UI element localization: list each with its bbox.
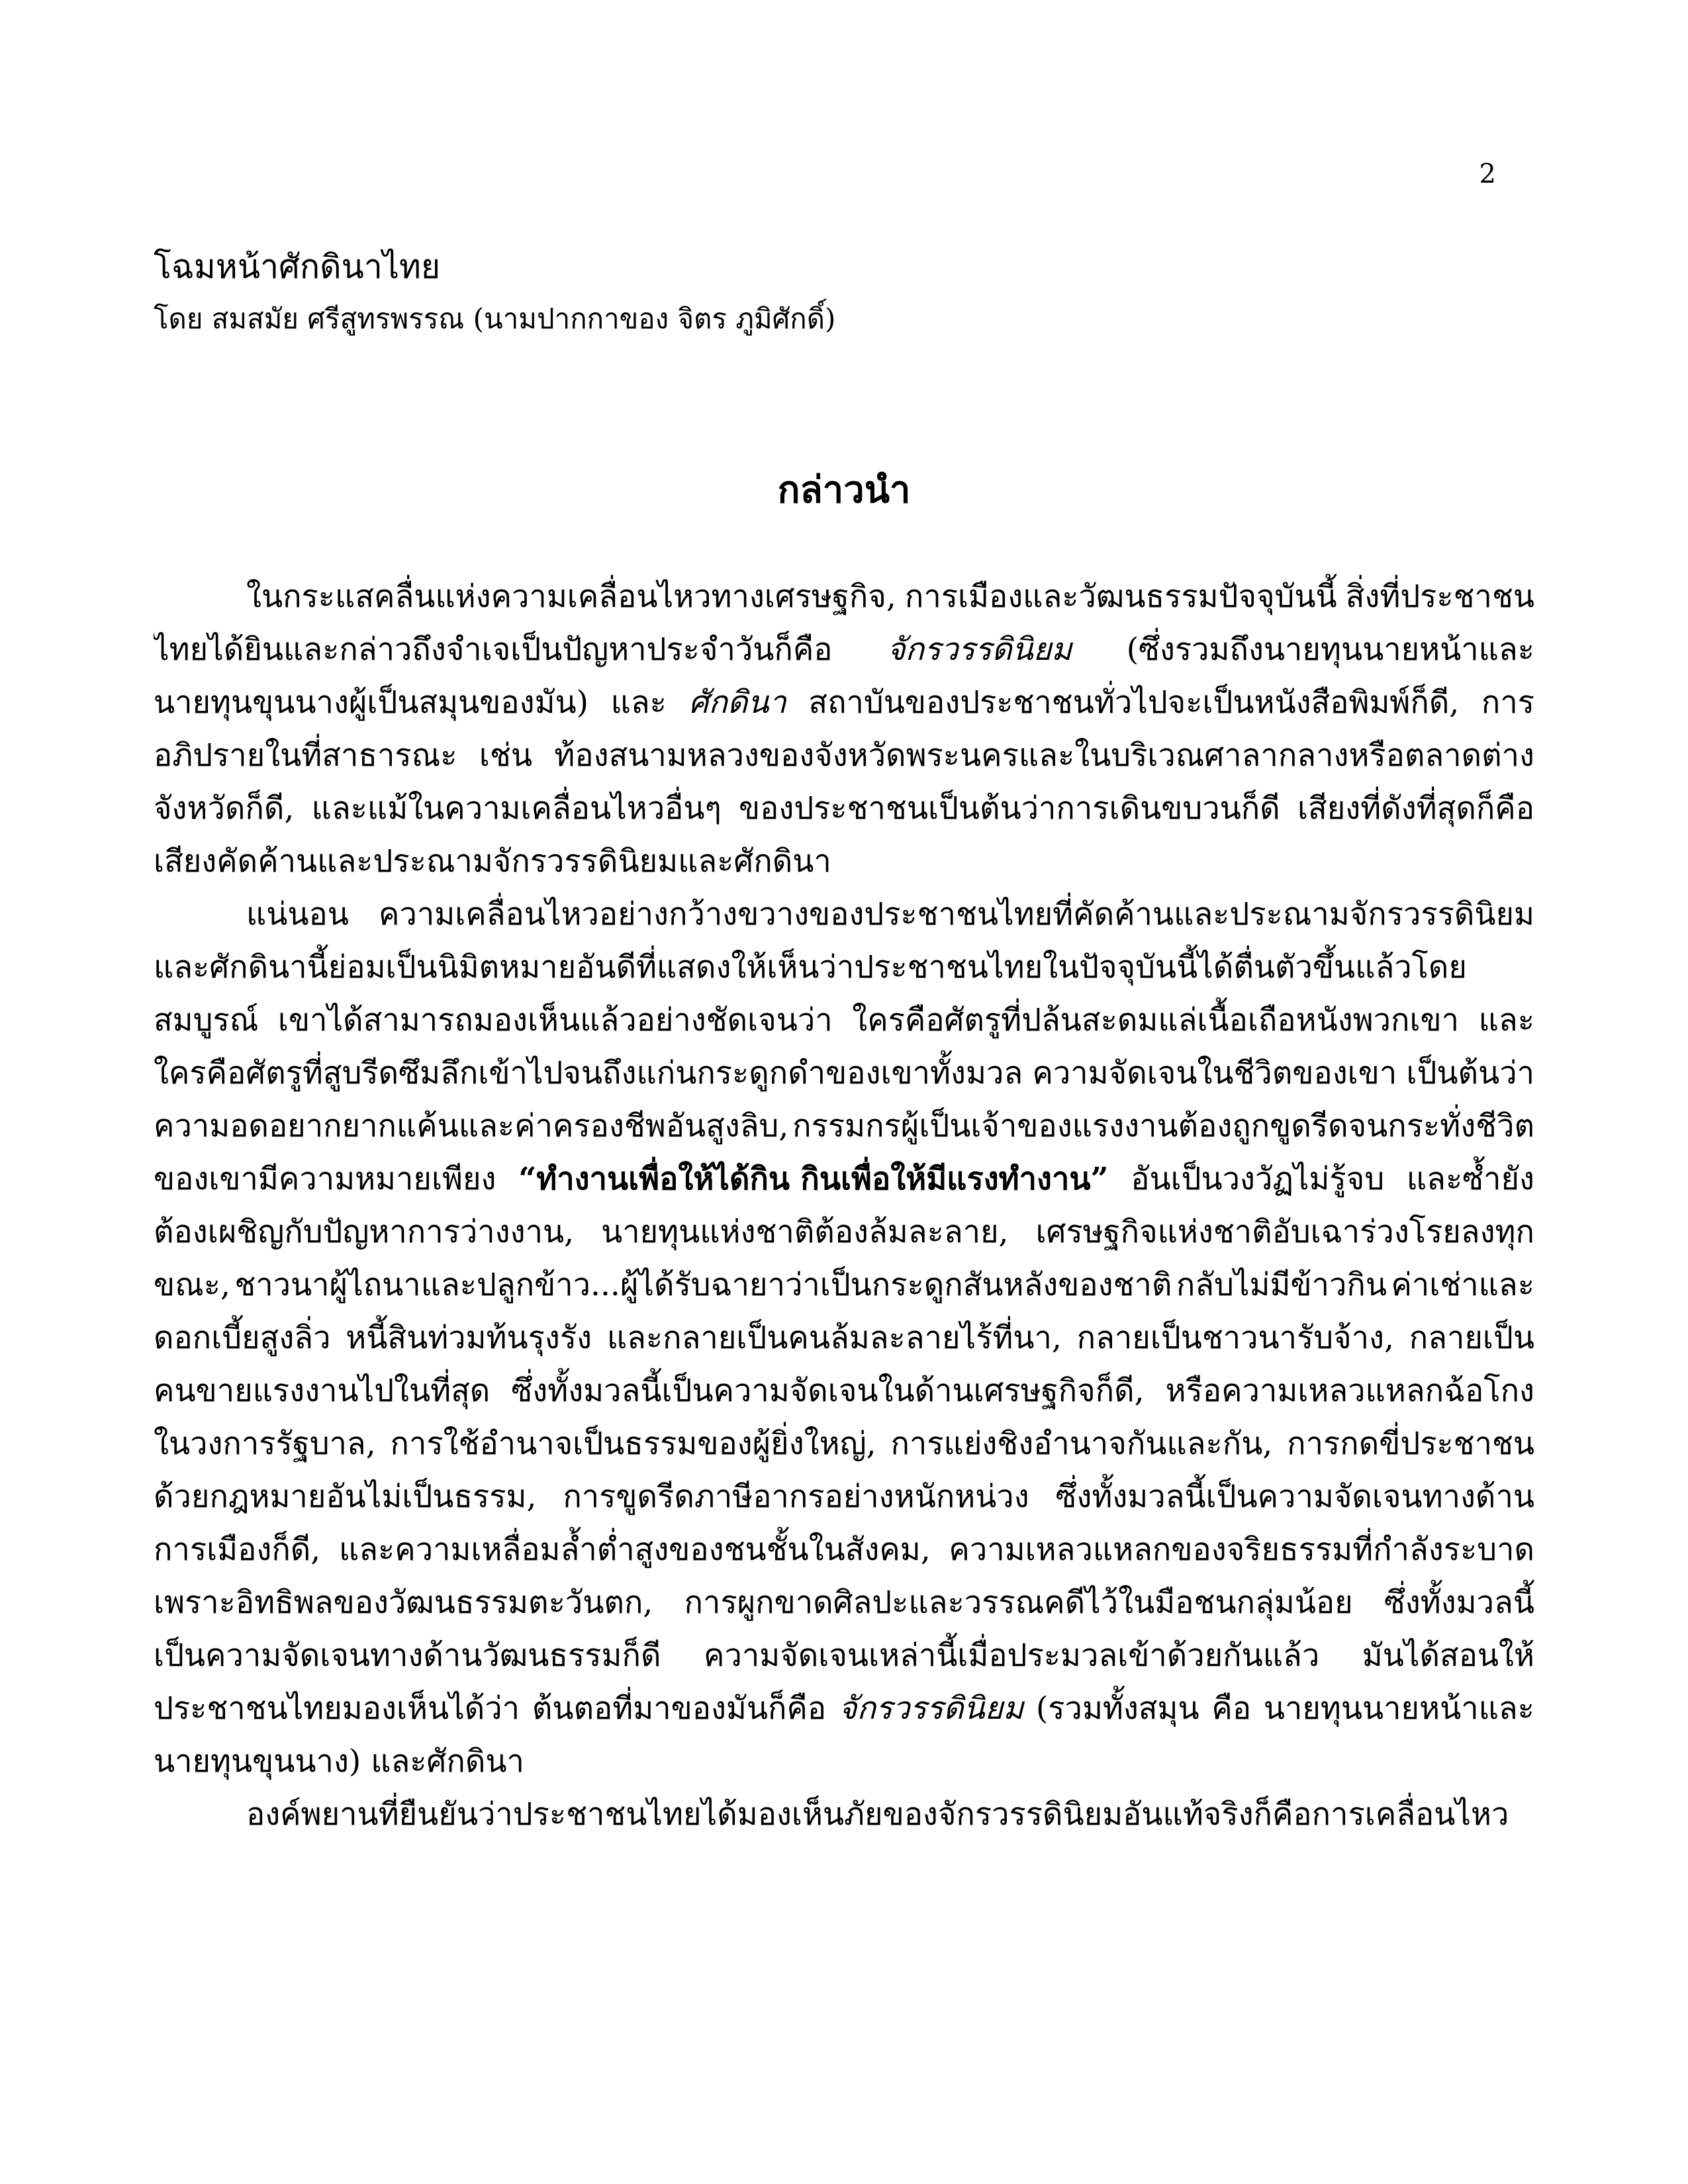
paragraph-2 [154, 888, 1534, 1788]
text-line: นายทุนขุนนาง) และศักดินา [154, 1743, 524, 1780]
text-line: ในวงการรัฐบาล, การใช้อำนาจเป็นธรรมของผู้ยิ่งใหญ่, การแย่งชิงอำนาจกันและกัน, การกดขี่ประชาชน [154, 1426, 1534, 1462]
emphasis-slogan: “ทำงานเพื่อให้ได้กิน กินเพื่อให้มีแรงทำงาน” [518, 1161, 1109, 1197]
text-line: นายทุนขุนนางผู้เป็นสมุนของมัน) และ ศักดินา สถาบันของประชาชนทั่วไปจะเป็นหนังสือพิมพ์ก็ดี, การ [154, 684, 1534, 721]
section-heading: กล่าวนำ [777, 468, 911, 512]
text-line: ดอกเบี้ยสูงลิ่ว หนี้สินท่วมท้นรุงรัง และกลายเป็นคนล้มละลายไร้ที่นา, กลายเป็นชาวนารับจ้าง, กลายเป็น [154, 1320, 1534, 1356]
text-line: ในกระแสคลื่นแห่งความเคลื่อนไหวทางเศรษฐกิจ, การเมืองและวัฒนธรรมปัจจุบันนี้ สิ่งที่ประชาชน [246, 578, 1534, 615]
page-number: 2 [1479, 159, 1496, 189]
text-line: ใครคือศัตรูที่สูบรีดซึมลึกเข้าไปจนถึงแก่นกระดูกดำของเขาทั้งมวล ความจัดเจนในชีวิตของเขา เป็นต้นว่า [154, 1055, 1534, 1091]
text-line: ไทยได้ยินและกล่าวถึงจำเจเป็นปัญหาประจำวันก็คือ จักรวรรดินิยม (ซึ่งรวมถึงนายทุนนายหน้าและ [154, 631, 1534, 668]
author-byline: โดย สมสมัย ศรีสูทรพรรณ (นามปากกาของ จิตร ภูมิศักดิ์) [154, 302, 836, 335]
text-line: การเมืองก็ดี, และความเหลื่อมล้ำต่ำสูงของชนชั้นในสังคม, ความเหลวแหลกของจริยธรรมที่กำลังระบาด [154, 1531, 1534, 1568]
paragraph-3 [154, 1788, 1534, 1841]
book-title: โฉมหน้าศักดินาไทย [154, 248, 441, 286]
emphasis-imperialism: จักรวรรดินิยม [886, 631, 1072, 668]
text-line: คนขายแรงงานไปในที่สุด ซึ่งทั้งมวลนี้เป็นความจัดเจนในด้านเศรษฐกิจก็ดี, หรือความเหลวแหลกฉ้อโกง [154, 1373, 1534, 1409]
text-line: ต้องเผชิญกับปัญหาการว่างงาน, นายทุนแห่งชาติต้องล้มละลาย, เศรษฐกิจแห่งชาติอับเฉาร่วงโรยลงทุก [154, 1214, 1534, 1250]
text-line: จังหวัดก็ดี, และแม้ในความเคลื่อนไหวอื่นๆ ของประชาชนเป็นต้นว่าการเดินขบวนก็ดี เสียงที่ดังที่สุดก็คือ [154, 790, 1534, 827]
text-line: ขณะ, ชาวนาผู้ไถนาและปลูกข้าว...ผู้ได้รับฉายาว่าเป็นกระดูกสันหลังของชาติ กลับไม่มีข้าวกิน ค่าเช่าและ [154, 1267, 1534, 1303]
body-text [154, 570, 1534, 1841]
text-line: ด้วยกฎหมายอันไม่เป็นธรรม, การขูดรีดภาษีอากรอย่างหนักหน่วง ซึ่งทั้งมวลนี้เป็นความจัดเจนทางด้าน [154, 1479, 1534, 1515]
text-line: ประชาชนไทยมองเห็นได้ว่า ต้นตอที่มาของมันก็คือ จักรวรรดินิยม (รวมทั้งสมุน คือ นายทุนนายหน้าและ [154, 1690, 1534, 1727]
emphasis-imperialism-2: จักรวรรดินิยม [838, 1690, 1024, 1727]
text-line: สมบูรณ์ เขาได้สามารถมองเห็นแล้วอย่างชัดเจนว่า ใครคือศัตรูที่ปล้นสะดมแล่เนื้อเถือหนังพวกเขา และ [154, 1002, 1534, 1038]
text-line: เสียงคัดค้านและประณามจักรวรรดินิยมและศักดินา [154, 843, 831, 880]
text-line: องค์พยานที่ยืนยันว่าประชาชนไทยได้มองเห็นภัยของจักรวรรดินิยมอันแท้จริงก็คือการเคลื่อนไหว [246, 1796, 1509, 1833]
text-line: เป็นความจัดเจนทางด้านวัฒนธรรมก็ดี ความจัดเจนเหล่านี้เมื่อประมวลเข้าด้วยกันแล้ว มันได้สอนให้ [154, 1637, 1534, 1674]
text-line: แน่นอน ความเคลื่อนไหวอย่างกว้างขวางของประชาชนไทยที่คัดค้านและประณามจักรวรรดินิยม [246, 896, 1534, 933]
text-line: อภิปรายในที่สาธารณะ เช่น ท้องสนามหลวงของจังหวัดพระนครและในบริเวณศาลากลางหรือตลาดต่าง [154, 737, 1534, 774]
text-line: ความอดอยากยากแค้นและค่าครองชีพอันสูงลิบ, กรรมกรผู้เป็นเจ้าของแรงงานต้องถูกขูดรีดจนกระทั่งชีวิต [154, 1108, 1534, 1144]
text-line: ของเขามีความหมายเพียง “ทำงานเพื่อให้ได้กิน กินเพื่อให้มีแรงทำงาน” อันเป็นวงวัฏไม่รู้จบ และซ้ำยัง [154, 1161, 1534, 1197]
text-line: เพราะอิทธิพลของวัฒนธรรมตะวันตก, การผูกขาดศิลปะและวรรณคดีไว้ในมือชนกลุ่มน้อย ซึ่งทั้งมวลนี้ [154, 1584, 1534, 1621]
emphasis-sakdina: ศักดินา [688, 684, 786, 721]
paragraph-1 [154, 570, 1534, 888]
text-line: และศักดินานี้ย่อมเป็นนิมิตหมายอันดีที่แสดงให้เห็นว่าประชาชนไทยในปัจจุบันนี้ได้ตื่นตัวขึ้นแล้วโดย [154, 949, 1467, 985]
